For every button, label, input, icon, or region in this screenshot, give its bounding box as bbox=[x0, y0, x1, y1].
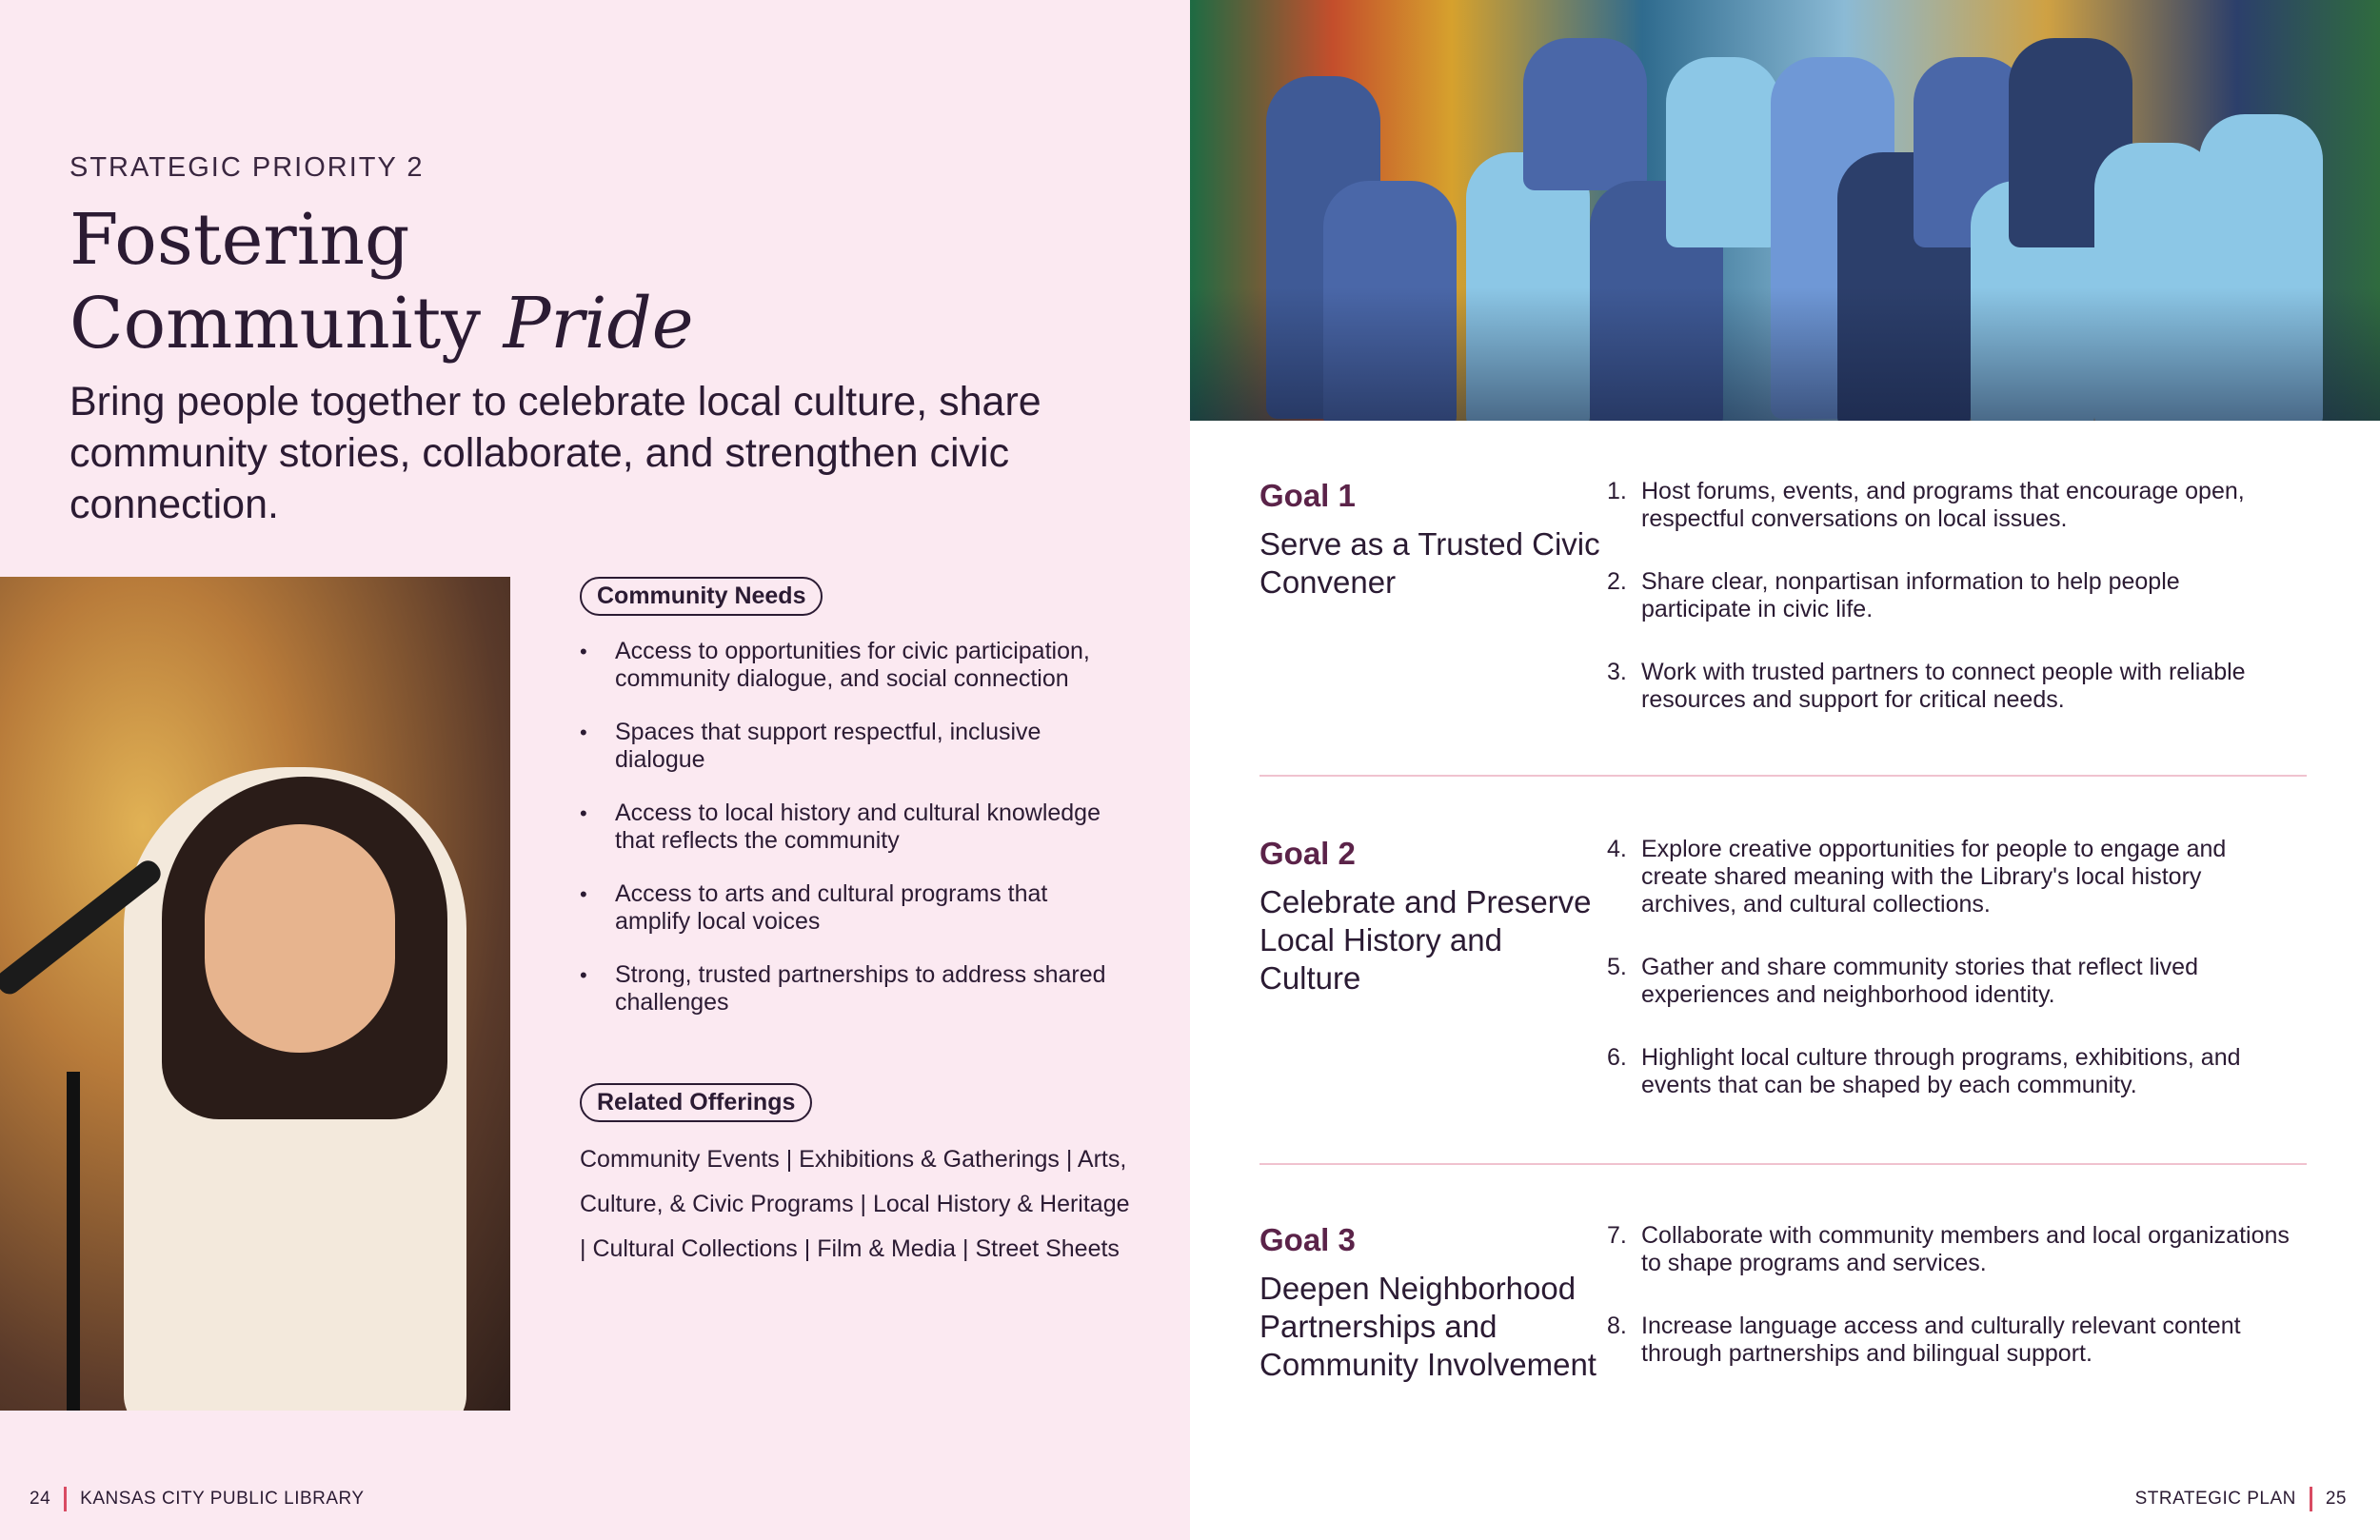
title-line-2: Community bbox=[69, 283, 504, 365]
item-number: 4. bbox=[1607, 836, 1627, 862]
priority-eyebrow: STRATEGIC PRIORITY 2 bbox=[69, 152, 425, 183]
list-item: 2. Share clear, nonpartisan information to help people participate in civic life. bbox=[1607, 568, 2180, 622]
footer-label: STRATEGIC PLAN bbox=[2134, 1489, 2296, 1510]
photo-figure bbox=[1666, 57, 1780, 247]
item-number: 7. bbox=[1607, 1222, 1627, 1249]
page-title bbox=[69, 198, 694, 365]
right-page bbox=[1190, 0, 2380, 1540]
related-offerings-tag: Related Offerings bbox=[580, 1083, 812, 1122]
item-number: 8. bbox=[1607, 1313, 1627, 1339]
photo-shadow bbox=[1190, 287, 2380, 421]
speaker-face bbox=[205, 824, 395, 1053]
priority-description: Bring people together to celebrate local culture, share community stories, collaborate, and strengthen civic connection. bbox=[69, 379, 1041, 527]
speaker-photo bbox=[0, 577, 510, 1411]
goal-name: Deepen Neighborhood Partnerships and Community Involvement bbox=[1259, 1271, 1597, 1382]
bullet-icon: • bbox=[580, 882, 587, 906]
community-needs-list bbox=[580, 638, 1113, 1042]
item-number: 6. bbox=[1607, 1044, 1627, 1071]
goal-2-items bbox=[1607, 836, 2292, 1135]
title-line-1: Fostering bbox=[69, 199, 410, 281]
list-item: 3. Work with trusted partners to connect people with reliable resources and support for critical needs. bbox=[1607, 659, 2246, 713]
footer-label: KANSAS CITY PUBLIC LIBRARY bbox=[80, 1489, 365, 1510]
list-item: • Strong, trusted partnerships to address shared challenges bbox=[580, 961, 1106, 1016]
list-item: 6. Highlight local culture through programs, exhibitions, and events that can be shaped by each community. bbox=[1607, 1044, 2241, 1098]
goal-label: Goal 3 bbox=[1259, 1222, 1356, 1257]
item-number: 1. bbox=[1607, 478, 1627, 504]
page-number: 24 bbox=[30, 1489, 51, 1510]
goal-3-items bbox=[1607, 1222, 2292, 1403]
goal-divider bbox=[1259, 1163, 2307, 1165]
page-number: 25 bbox=[2325, 1489, 2347, 1510]
footer-left bbox=[30, 1487, 365, 1511]
list-item: 1. Host forums, events, and programs that encourage open, respectful conversations on local issues. bbox=[1607, 478, 2245, 532]
title-emphasis: Pride bbox=[503, 283, 694, 365]
item-number: 3. bbox=[1607, 659, 1627, 685]
goal-label: Goal 1 bbox=[1259, 478, 1356, 513]
footer-separator bbox=[64, 1487, 67, 1511]
goal-1-heading bbox=[1259, 478, 1602, 602]
item-number: 2. bbox=[1607, 568, 1627, 595]
mic-stand bbox=[67, 1072, 80, 1411]
footer-separator bbox=[2310, 1487, 2312, 1511]
group-photo bbox=[1190, 0, 2380, 421]
list-item: 4. Explore creative opportunities for people to engage and create shared meaning with the Library's local history archives, and cultural collections. bbox=[1607, 836, 2227, 918]
item-number: 5. bbox=[1607, 954, 1627, 980]
related-offerings-text: Community Events | Exhibitions & Gatherings | Arts, Culture, & Civic Programs | Local History & Heritage | Cultural Collections | Film & Media | Street Sheets bbox=[580, 1146, 1130, 1262]
footer-right bbox=[2135, 1487, 2347, 1511]
list-item: 7. Collaborate with community members and local organizations to shape programs and services. bbox=[1607, 1222, 2290, 1276]
list-item: • Access to opportunities for civic participation, community dialogue, and social connection bbox=[580, 638, 1090, 692]
community-needs-tag: Community Needs bbox=[580, 577, 823, 616]
bullet-icon: • bbox=[580, 721, 587, 744]
goal-divider bbox=[1259, 775, 2307, 777]
bullet-icon: • bbox=[580, 801, 587, 825]
list-item: 5. Gather and share community stories that reflect lived experiences and neighborhood identity. bbox=[1607, 954, 2198, 1008]
photo-figure bbox=[1523, 38, 1647, 190]
bullet-icon: • bbox=[580, 963, 587, 987]
goal-name: Serve as a Trusted Civic Convener bbox=[1259, 526, 1600, 600]
bullet-icon: • bbox=[580, 640, 587, 663]
list-item: 8. Increase language access and culturally relevant content through partnerships and bilingual support. bbox=[1607, 1313, 2241, 1367]
goal-3-heading bbox=[1259, 1222, 1602, 1384]
list-item: • Access to local history and cultural knowledge that reflects the community bbox=[580, 800, 1101, 854]
goal-2-heading bbox=[1259, 836, 1602, 997]
list-item: • Access to arts and cultural programs that amplify local voices bbox=[580, 880, 1048, 935]
goal-name: Celebrate and Preserve Local History and Culture bbox=[1259, 884, 1592, 996]
goal-1-items bbox=[1607, 478, 2292, 749]
goal-label: Goal 2 bbox=[1259, 836, 1356, 871]
list-item: • Spaces that support respectful, inclusive dialogue bbox=[580, 719, 1041, 773]
